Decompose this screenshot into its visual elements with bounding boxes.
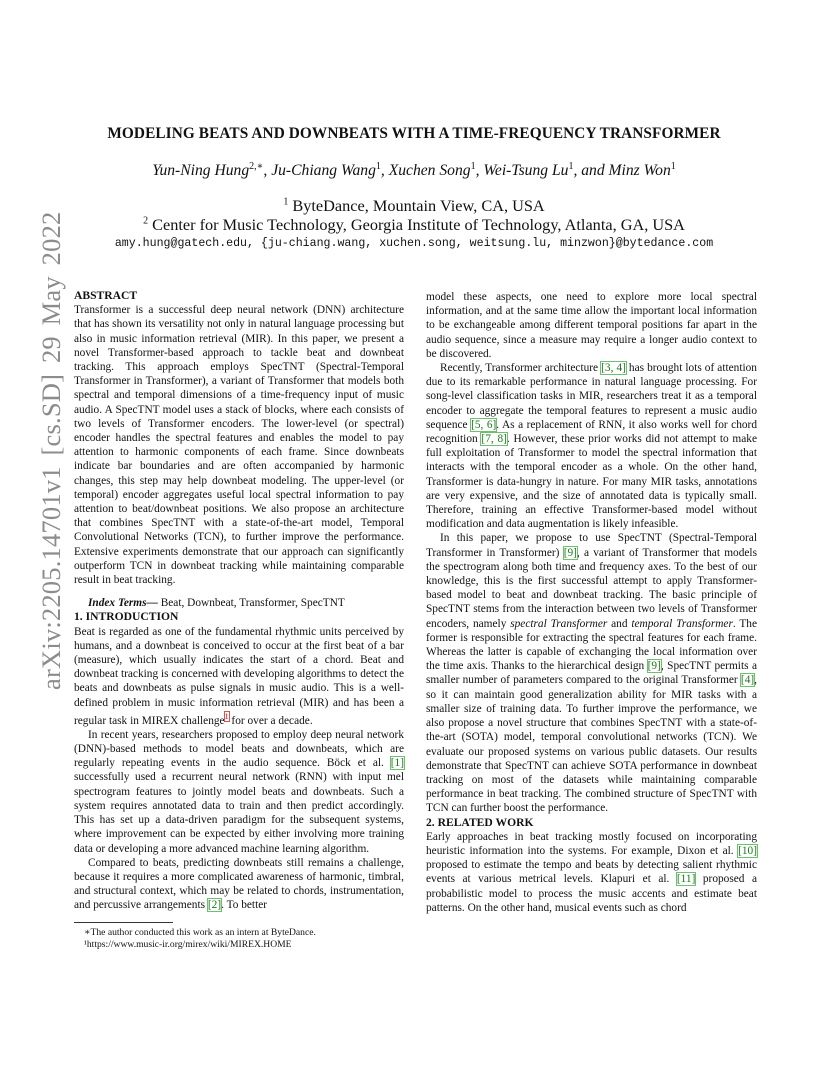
affil-number: 1 — [283, 196, 289, 208]
footnote-2: ¹https://www.music-ir.org/mirex/wiki/MIREX.HOME — [84, 938, 292, 950]
right-paragraph-2 — [426, 361, 757, 531]
citation-link[interactable]: [10] — [738, 844, 757, 857]
author-name: Yun-Ning Hung — [152, 162, 250, 180]
citation-link[interactable]: [9] — [647, 660, 661, 673]
index-terms — [74, 596, 404, 610]
citation-link[interactable]: [1] — [390, 757, 404, 770]
footnote-divider — [74, 922, 173, 923]
text-run: In recent years, researchers proposed to employ deep neural network (DNN)-based methods to model beats and downbeats, which are regularly repeating events in the audio sequence. Böck et al. — [74, 728, 404, 770]
emphasis-text: temporal Transformer — [631, 617, 733, 630]
affil-number: 2 — [143, 215, 149, 227]
text-run: , SpecTNT permits a smaller number of parameters compared to the original Transformer — [426, 660, 757, 687]
citation-link[interactable]: [5, 6] — [471, 418, 497, 431]
intro-paragraph-3 — [74, 856, 404, 913]
right-paragraph-3 — [426, 531, 757, 815]
citation-link[interactable]: [2] — [207, 899, 222, 912]
abstract-text: Transformer is a successful deep neural network (DNN) architecture that has shown its versatility not only in natural language processing but also in music information retrieval (MIR). In this paper, we present a novel Transformer-based approach to tackle beat and downbeat tracking. This approach employs SpecTNT (Spectral-Temporal Transformer in Transformer), a variant of Transformer that models both spectral and temporal dimensions of a time-frequency input of music audio. A SpecTNT model uses a stack of blocks, where each consists of two levels of Transformer encoders. The lower-level (or spectral) encoder handles the spectral features and enables the model to pay attention to harmonic components of each frame. Since downbeats indicate bar boundaries and are often accompanied by harmonic changes, this step may help downbeat modeling. The upper-level (or temporal) encoder aggregates useful local spectral information to pay attention to beat/downbeat positions. We also propose an architecture that combines SpecTNT with a state-of-the-art model, Temporal Convolutional Networks (TCN), to further improve the performance. Extensive experiments demonstrate that our approach can significantly outperform TCN in downbeat tracking while maintaining comparable result in beat tracking. — [74, 304, 404, 587]
text-run: In this paper, we propose to use SpecTNT (Spectral-Temporal Transformer in Transformer) — [426, 532, 757, 559]
right-column — [426, 290, 757, 915]
author-list: Yun-Ning Hung$^{2,∗}$, Ju-Chiang Wang$^1$, Xuchen Song$^1$, Wei-Tsung Lu$^1$, and Minz Won$^1$ — [152, 161, 676, 180]
author-affil-mark: 1 — [568, 161, 574, 172]
text-run: Compared to beats, predicting downbeats still remains a challenge, because it requires a more complicated awareness of harmonic, timbral, and structural context, which may be related to chords, instrumentation, and percussive arrangements — [74, 856, 404, 912]
text-run: , a variant of Transformer that models the spectrogram along both time and frequency axes. To the best of our knowledge, this is the first successful attempt to apply Transformer-based model to beat and downbeat tracking. The basic principle of SpecTNT stems from the interaction between two levels of Transformer encoders, namely — [426, 546, 757, 630]
author-name: Xuchen Song — [388, 162, 471, 180]
citation-link[interactable]: [9] — [563, 546, 577, 559]
affil-text: ByteDance, Mountain View, CA, USA — [292, 196, 545, 215]
footnote-link[interactable]: 1 — [224, 711, 229, 721]
text-run: . The former is responsible for extracting the spectral features for each frame. Whereas the latter is capable of exchanging the local information over the time axis. Thanks to the hierarchical design — [426, 617, 757, 673]
text-run: . However, these prior works did not attempt to make full exploitation of Transformer to model the spectral information that interacts with the temporal encoder as a whole. On the other hand, Transformer is data-hungry in nature. For many MIR tasks, annotations are very expensive, and the size of annotated data is typically small. Therefore, training an effective Transformer-based model without modification and data augmentation is likely infeasible. — [426, 433, 757, 531]
citation-link[interactable]: [7, 8] — [481, 433, 507, 446]
text-run: , so it can maintain good generalization ability for MIR tasks with a smaller size of training data. To further improve the performance, we also propose a novel structure that combines SpecTNT with a state-of-the-art (SOTA) model, temporal convolutional networks (TCN). We evaluate our proposed systems on various public datasets. Our results demonstrate that SpecTNT can achieve SOTA performance in downbeat tracking on most of the datasets while maintaining comparable performance in beat tracking. The combined structure of SpecTNT with TCN can further boost the performance. — [426, 674, 757, 815]
text-run: proposed to estimate the tempo and beats by detecting salient rhythmic events at various metrical levels. Klapuri et al. — [426, 859, 757, 886]
intro-heading: 1. INTRODUCTION — [74, 610, 179, 624]
intro-paragraph-1 — [74, 625, 404, 728]
related-work-paragraph — [426, 830, 757, 915]
citation-link[interactable]: [3, 4] — [601, 362, 626, 375]
footnote-1: ∗The author conducted this work as an intern at ByteDance. — [84, 926, 316, 938]
text-run: Beat is regarded as one of the fundamental rhythmic units perceived by humans, and a downbeat is conceived to occur at the first beat of a bar (measure), which usually indicates the start of a chord. Beat and downbeat tracking is concerned with developing algorithms to detect the beats and downbeats as pulse signals in music audio. This is a well-defined problem in music information retrieval (MIR) and has been a regular task in MIREX challenge — [74, 625, 404, 727]
author-name: Ju-Chiang Wang — [271, 162, 376, 180]
affil-text: Center for Music Technology, Georgia Institute of Technology, Atlanta, GA, USA — [152, 215, 685, 234]
author-affil-mark: 1 — [470, 161, 476, 172]
text-run: and — [607, 617, 632, 630]
affiliation-1 — [0, 196, 828, 216]
author-affil-mark: 2,∗ — [249, 161, 264, 172]
text-run: successfully used a recurrent neural network (RNN) with input mel spectrogram features to jointly model beats and downbeats. Such a system requires annotated data to train and then predict accordingly. This has set up a data-driven paradigm for the subsequent systems, where improvement can be expected by either involving more training data or developing a more advanced machine learning algorithm. — [74, 771, 404, 855]
paper-title: MODELING BEATS AND DOWNBEATS WITH A TIME-FREQUENCY TRANSFORMER — [107, 125, 721, 142]
author-affil-mark: 1 — [670, 161, 676, 172]
left-column — [74, 289, 404, 951]
index-terms-text: Beat, Downbeat, Transformer, SpecTNT — [157, 597, 345, 610]
affiliation-2 — [0, 215, 828, 235]
author-name: Wei-Tsung Lu — [483, 162, 569, 180]
emphasis-text: spectral Transformer — [510, 617, 608, 630]
author-name: Minz Won — [608, 162, 671, 180]
abstract-heading: ABSTRACT — [74, 289, 138, 302]
text-run: Early approaches in beat tracking mostly focused on incorporating heuristic information into the systems. For example, Dixon et al. — [426, 830, 757, 857]
citation-link[interactable]: [11] — [676, 873, 696, 886]
author-conjunction: , and — [573, 162, 609, 180]
text-run: for over a decade. — [228, 714, 313, 727]
text-run: . To better — [221, 899, 268, 912]
author-affil-mark: 1 — [375, 161, 381, 172]
text-run: proposed a probabilistic model to process the music accents and estimate beat patterns. On the other hand, musical events such as chord — [426, 873, 757, 914]
related-work-heading: 2. RELATED WORK — [426, 815, 534, 829]
index-terms-label: Index Terms— — [88, 597, 158, 610]
citation-link[interactable]: [4] — [740, 674, 755, 687]
arxiv-stamp: arXiv:2205.14701v1 [cs.SD] 29 May 2022 — [36, 211, 66, 690]
text-run: Recently, Transformer architecture — [440, 362, 602, 375]
intro-paragraph-2 — [74, 728, 404, 856]
author-emails: amy.hung@gatech.edu, {ju-chiang.wang, xuchen.song, weitsung.lu, minzwon}@bytedance.com — [114, 237, 714, 250]
text-run: has brought lots of attention due to its remarkable performance in natural language processing. For song-level classification tasks in MIR, researchers treat it as a temporal encoder to aggregate the temporal features to represent a music audio sequence — [426, 362, 757, 431]
right-paragraph-1: model these aspects, one need to explore more local spectral information, and at the same time allow the important local information to be exchangeable among different temporal positions far apart in the audio sequence, since a measure may require a longer audio context to be discovered. — [426, 291, 757, 360]
text-run: . As a replacement of RNN, it also works well for chord recognition — [426, 418, 757, 446]
